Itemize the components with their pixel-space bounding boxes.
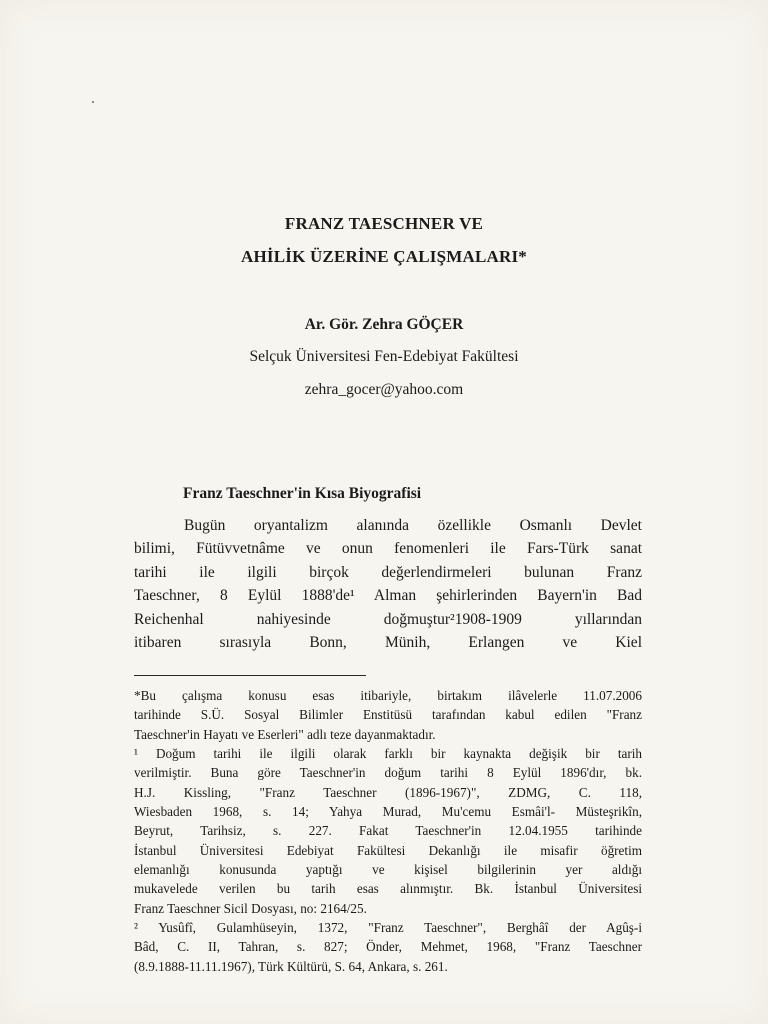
body-paragraph bbox=[134, 514, 642, 654]
body-line: Taeschner, 8 Eylül 1888'de¹ Alman şehirlerinden Bayern'in Bad bbox=[134, 587, 642, 605]
article-title-line-1: FRANZ TAESCHNER VE bbox=[284, 214, 484, 233]
footnote-line: H.J. Kissling, "Franz Taeschner (1896-1967)", ZDMG, C. 118, bbox=[134, 784, 642, 800]
section-heading: Franz Taeschner'in Kısa Biyografisi bbox=[183, 485, 422, 502]
footnotes bbox=[134, 686, 642, 976]
body-line: Reichenhal nahiyesinde doğmuştur²1908-1909 yıllarından bbox=[134, 610, 642, 628]
footnote-line: verilmiştir. Buna göre Taeschner'in doğum tarihi 8 Eylül 1896'dır, bk. bbox=[134, 765, 642, 781]
body-line: Bugün oryantalizm alanında özellikle Osmanlı Devlet bbox=[184, 517, 642, 534]
footnote-line: elemanlığı konusunda yaptığı ve kişisel bilgilerinin yer aldığı bbox=[134, 862, 642, 878]
footnote-line: Wiesbaden 1968, s. 14; Yahya Murad, Mu'cemu Esmâi'l- Müsteşrikîn, bbox=[134, 804, 642, 820]
footnote-line: İstanbul Üniversitesi Edebiyat Fakültesi Dekanlığı ile misafir öğretim bbox=[134, 842, 642, 858]
footnote-divider bbox=[134, 675, 366, 676]
footnote-line: Franz Taeschner Sicil Dosyası, no: 2164/25. bbox=[134, 900, 367, 916]
footnote-line: *Bu çalışma konusu esas itibariyle, birtakım ilâvelerle 11.07.2006 bbox=[134, 688, 642, 703]
author-affiliation: Selçuk Üniversitesi Fen-Edebiyat Fakültesi bbox=[249, 348, 519, 365]
body-line: itibaren sırasıyla Bonn, Münih, Erlangen ve Kiel bbox=[134, 633, 642, 651]
footnote-line: Taeschner'in Hayatı ve Eserleri" adlı teze dayanmaktadır. bbox=[134, 726, 436, 742]
footnote-line: ¹ Doğum tarihi ile ilgili olarak farklı bir kaynakta değişik bir tarih bbox=[134, 746, 642, 762]
article-title-line-2: AHİLİK ÜZERİNE ÇALIŞMALARI* bbox=[241, 247, 527, 266]
footnote-line: mukavelede verilen bu tarih esas alınmıştır. Bk. İstanbul Üniversitesi bbox=[134, 881, 642, 897]
author-name: Ar. Gör. Zehra GÖÇER bbox=[304, 316, 464, 333]
body-line: bilimi, Fütüvvetnâme ve onun fenomenleri ile Fars-Türk sanat bbox=[134, 540, 642, 558]
scan-speck bbox=[92, 101, 94, 103]
footnote-line: Beyrut, Tarihsiz, s. 227. Fakat Taeschner'in 12.04.1955 tarihinde bbox=[134, 823, 642, 839]
footnote-line: Bâd, C. II, Tahran, s. 827; Önder, Mehmet, 1968, "Franz Taeschner bbox=[134, 939, 642, 955]
footnote-line: ² Yusûfî, Gulamhüseyin, 1372, "Franz Taeschner", Berghâî der Agûş-i bbox=[134, 920, 642, 936]
body-line: tarihi ile ilgili birçok değerlendirmeleri bulunan Franz bbox=[134, 563, 642, 581]
author-email: zehra_gocer@yahoo.com bbox=[304, 381, 464, 398]
footnote-line: tarihinde S.Ü. Sosyal Bilimler Enstitüsü tarafından kabul edilen "Franz bbox=[134, 707, 642, 723]
footnote-line: (8.9.1888-11.11.1967), Türk Kültürü, S. 64, Ankara, s. 261. bbox=[134, 958, 448, 974]
